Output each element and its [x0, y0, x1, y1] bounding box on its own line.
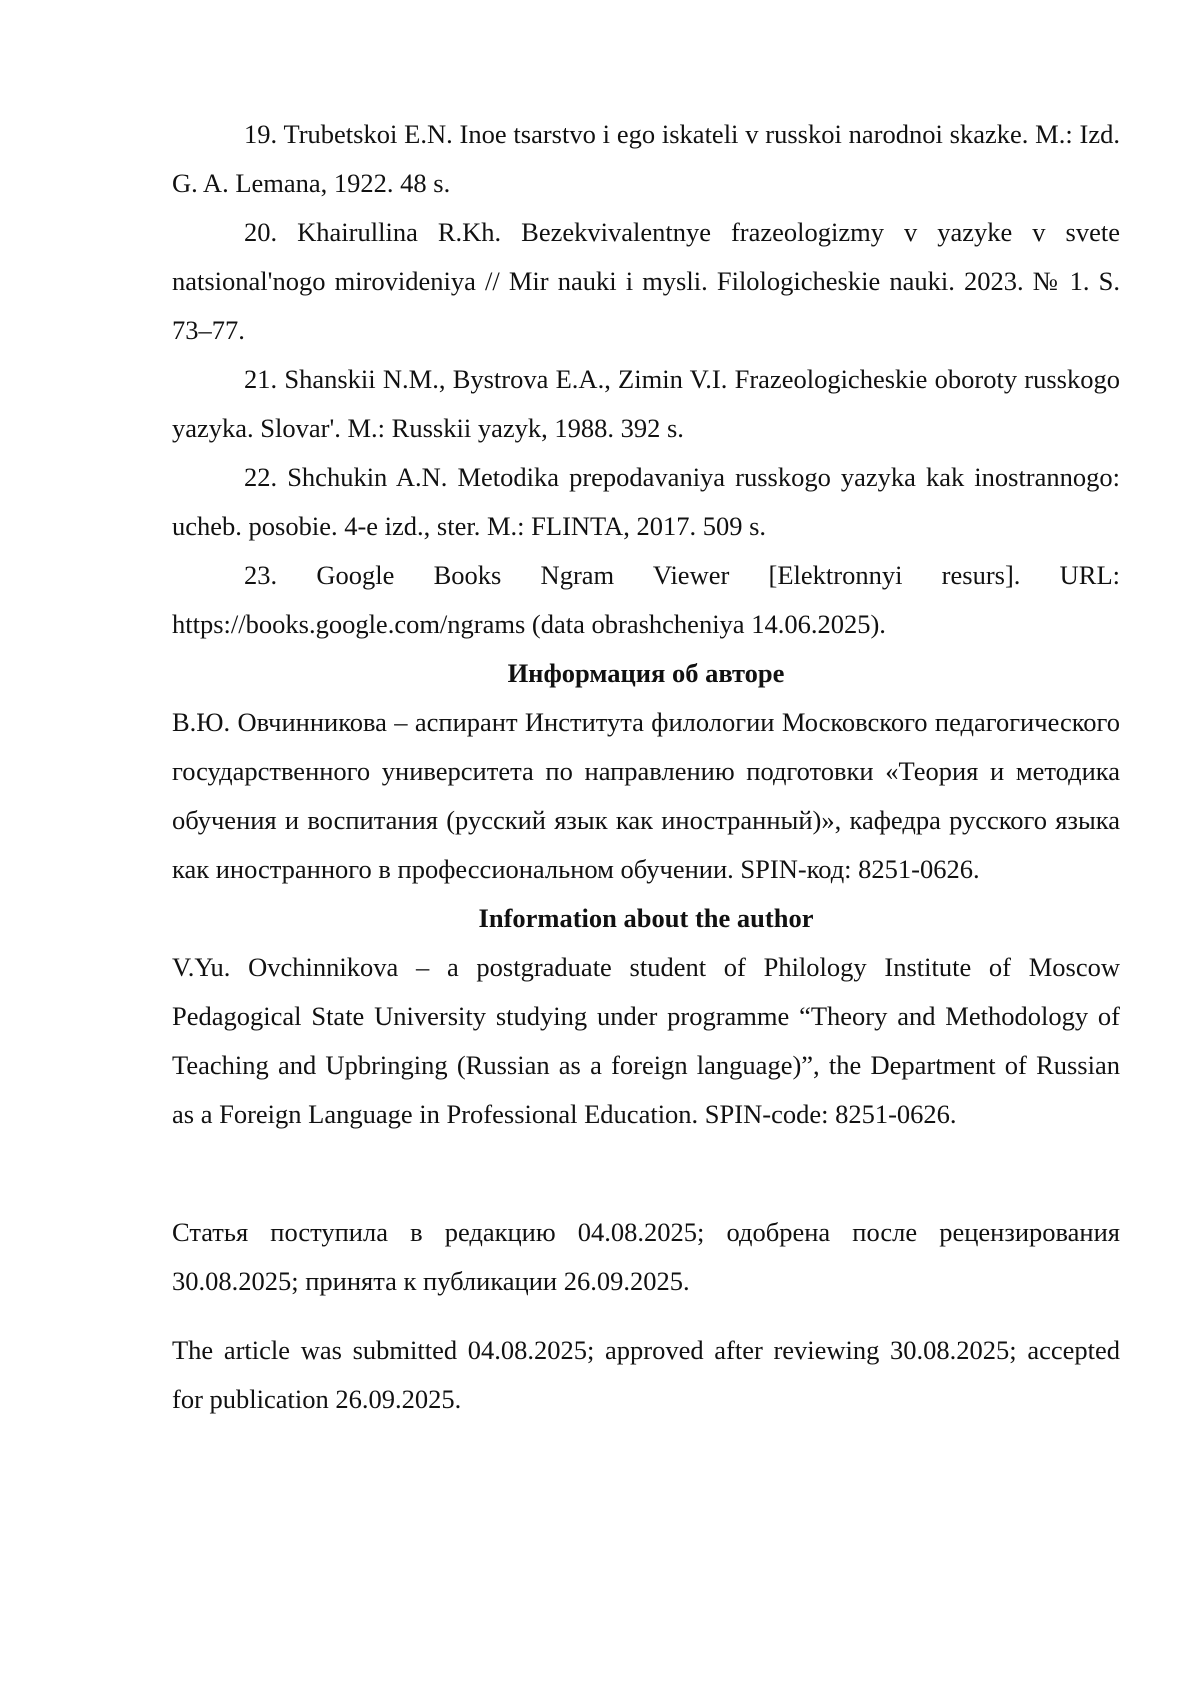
author-info-en-heading: Information about the author [478, 903, 814, 933]
reference-item [172, 551, 1120, 649]
reference-item [172, 355, 1120, 453]
author-info-ru-text: В.Ю. Овчинникова – аспирант Института филологии Московского педагогического государственного университета по направлению подготовки «Теория и методика обучения и воспитания (русский язык как иностранный)», кафедра русского языка как иностранного в профессиональном обучении. SPIN-код: 8251-0626. [172, 707, 1120, 884]
reference-number: 20. [244, 217, 278, 247]
reference-text: Trubetskoi E.N. Inoe tsarstvo i ego iskateli v russkoi narodnoi skazke. M.: Izd. G. A. Lemana, 1922. 48 s. [172, 119, 1120, 198]
reference-number: 22. [244, 462, 278, 492]
spacer [172, 1139, 1120, 1188]
document-page [172, 110, 1120, 1424]
reference-number: 23. [244, 560, 278, 590]
reference-number: 21. [244, 364, 278, 394]
article-dates-ru: Статья поступила в редакцию 04.08.2025; одобрена после рецензирования 30.08.2025; принята к публикации 26.09.2025. [172, 1217, 1120, 1296]
reference-item [172, 110, 1120, 208]
reference-text: Shanskii N.M., Bystrova E.A., Zimin V.I. Frazeologicheskie oboroty russkogo yazyka. Slovar'. M.: Russkii yazyk, 1988. 392 s. [172, 364, 1120, 443]
reference-text: Khairullina R.Kh. Bezekvivalentnye frazeologizmy v yazyke v svete natsional'nogo mirovideniya // Mir nauki i mysli. Filologicheskie nauki. 2023. № 1. S. 73–77. [172, 217, 1121, 345]
reference-item [172, 208, 1120, 355]
reference-text: Shchukin A.N. Metodika prepodavaniya russkogo yazyka kak inostrannogo: ucheb. posobie. 4-e izd., ster. M.: FLINTA, 2017. 509 s. [172, 462, 1121, 541]
author-info-en-text: V.Yu. Ovchinnikova – a postgraduate student of Philology Institute of Moscow Pedagogical State University studying under programme “Theory and Methodology of Teaching and Upbringing (Russian as a foreign language)”, the Department of Russian as a Foreign Language in Professional Education. SPIN-code: 8251-0626. [172, 952, 1120, 1129]
article-dates-en: The article was submitted 04.08.2025; approved after reviewing 30.08.2025; accepted for publication 26.09.2025. [172, 1335, 1120, 1414]
reference-item [172, 453, 1120, 551]
author-info-ru-heading: Информация об авторе [507, 658, 785, 688]
reference-number: 19. [244, 119, 278, 149]
reference-text: Google Books Ngram Viewer [Elektronnyi resurs]. URL: https://books.google.com/ngrams (data obrashcheniya 14.06.2025). [172, 560, 1120, 639]
